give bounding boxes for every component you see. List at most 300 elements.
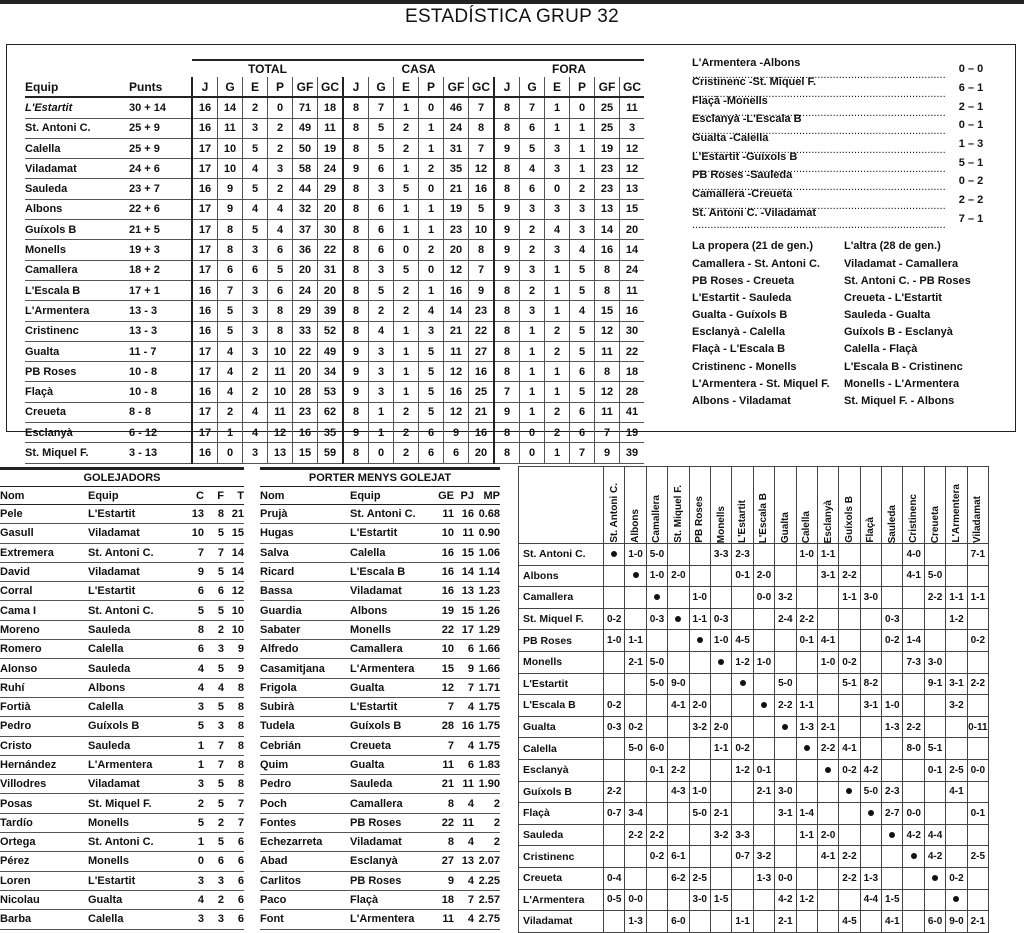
- stat-cell: 13: [268, 443, 293, 463]
- matrix-score: [668, 889, 689, 911]
- standings-row: [25, 118, 644, 138]
- cell: Paco: [260, 890, 350, 909]
- matrix-row-team: L'Escala B: [519, 695, 604, 717]
- stat-cell: 39: [620, 443, 645, 463]
- col-header: Equip: [350, 487, 432, 505]
- matrix-score: 0-1: [967, 803, 988, 825]
- cell: Barba: [0, 910, 88, 929]
- matrix-diagonal: [732, 673, 753, 695]
- stat-cell: 3: [243, 280, 268, 300]
- table-row: [0, 833, 244, 852]
- result-row: [692, 206, 997, 229]
- matrix-score: 0-2: [882, 630, 903, 652]
- stat-cell: 11: [595, 341, 620, 361]
- cell: L'Estartit: [88, 871, 184, 890]
- matrix-score: 8-2: [860, 673, 881, 695]
- matrix-column-header-row: [519, 467, 989, 544]
- stat-cell: 2: [243, 97, 268, 118]
- matrix-score: 2-1: [817, 716, 838, 738]
- matrix-col-team-label: Gualta: [779, 511, 791, 543]
- matrix-score: [882, 673, 903, 695]
- stat-cell: 0: [369, 443, 394, 463]
- matrix-score: [860, 565, 881, 587]
- cell: 7: [432, 736, 454, 755]
- matrix-score: [710, 781, 731, 803]
- matrix-score: 0-1: [796, 630, 817, 652]
- stat-cell: 4: [243, 402, 268, 422]
- stat-cell: 3: [545, 159, 570, 179]
- stat-cell: 19: [444, 199, 469, 219]
- cell: 6: [454, 755, 474, 774]
- cell: 17: [454, 620, 474, 639]
- matrix-score: [668, 803, 689, 825]
- matrix-score: [646, 630, 667, 652]
- matrix-score: [882, 846, 903, 868]
- matrix-score: 3-2: [946, 695, 967, 717]
- matrix-score: 0-5: [604, 889, 625, 911]
- matrix-score: 0-2: [732, 738, 753, 760]
- stat-cell: 16: [192, 301, 218, 321]
- table-row: [260, 562, 500, 581]
- standings-row: [25, 159, 644, 179]
- col-points-header: Punts: [125, 77, 192, 97]
- stat-cell: 31: [318, 260, 344, 280]
- matrix-score: 4-1: [668, 695, 689, 717]
- cell: Fortià: [0, 697, 88, 716]
- stat-cell: 41: [620, 402, 645, 422]
- cell: Alfredo: [260, 640, 350, 659]
- stat-cell: 5: [394, 260, 419, 280]
- group-header-1: CASA: [343, 60, 494, 77]
- stat-cell: 30: [620, 321, 645, 341]
- stat-cell: 1: [520, 362, 545, 382]
- cell: Sauleda: [88, 659, 184, 678]
- cell: 8: [204, 505, 224, 524]
- stat-cell: 7: [570, 443, 595, 463]
- col-header: P: [268, 77, 293, 97]
- matrix-score: 3-0: [924, 651, 945, 673]
- matrix-score: [946, 716, 967, 738]
- table-row: [260, 813, 500, 832]
- cell: PB Roses: [350, 813, 432, 832]
- cell: 4: [454, 794, 474, 813]
- stat-cell: 1: [394, 97, 419, 118]
- matrix-score: 3-2: [775, 587, 796, 609]
- stat-cell: 1: [520, 321, 545, 341]
- matrix-score: [775, 544, 796, 566]
- cell: 12: [432, 678, 454, 697]
- cell: 27: [432, 852, 454, 871]
- matrix-score: 1-3: [796, 716, 817, 738]
- stat-cell: 7: [218, 280, 243, 300]
- stat-cell: 4: [520, 159, 545, 179]
- cell: Monells: [88, 852, 184, 871]
- matrix-col-team: [689, 467, 710, 544]
- stat-cell: 16: [444, 382, 469, 402]
- cell: 10: [184, 524, 204, 543]
- matrix-score: [646, 889, 667, 911]
- stat-cell: 71: [293, 97, 318, 118]
- result-score: 6 – 1: [958, 82, 984, 95]
- matrix-row: [519, 565, 989, 587]
- matrix-score: 0-1: [646, 759, 667, 781]
- matrix-score: [860, 608, 881, 630]
- matrix-score: [604, 565, 625, 587]
- diagonal-dot-icon: [825, 767, 831, 773]
- result-score: 0 – 0: [958, 63, 984, 76]
- matrix-score: 6-2: [668, 867, 689, 889]
- cell: 10: [224, 620, 244, 639]
- cell: Extremera: [0, 543, 88, 562]
- matrix-score: [604, 759, 625, 781]
- matrix-score: [668, 824, 689, 846]
- scorers-caption: GOLEJADORS: [0, 469, 244, 487]
- stat-cell: 12: [620, 159, 645, 179]
- matrix-row-team: L'Armentera: [519, 889, 604, 911]
- matrix-score: 1-1: [689, 608, 710, 630]
- stat-cell: 29: [293, 301, 318, 321]
- cell: Poch: [260, 794, 350, 813]
- matrix-score: 9-0: [946, 911, 967, 933]
- col-header: G: [218, 77, 243, 97]
- cell: Camallera: [350, 640, 432, 659]
- stat-cell: 3: [268, 159, 293, 179]
- stat-cell: 1: [394, 159, 419, 179]
- stat-cell: 1: [419, 199, 444, 219]
- matrix-score: [753, 608, 774, 630]
- matrix-score: [860, 846, 881, 868]
- matrix-score: [946, 803, 967, 825]
- stat-cell: 2: [545, 423, 570, 443]
- stat-cell: 1: [419, 280, 444, 300]
- cell: 6: [454, 640, 474, 659]
- stat-cell: 0: [394, 240, 419, 260]
- cell: Gasull: [0, 524, 88, 543]
- cell: Hugas: [260, 524, 350, 543]
- cell: 5: [204, 775, 224, 794]
- cell: Creueta: [350, 736, 432, 755]
- matrix-row-team: Guíxols B: [519, 781, 604, 803]
- diagonal-dot-icon: [675, 616, 681, 622]
- matrix-score: [604, 911, 625, 933]
- team-name: Flaçà: [25, 382, 125, 402]
- stat-cell: 6: [520, 179, 545, 199]
- fixture-item: Monells - L'Armentera: [844, 377, 960, 390]
- stat-cell: 14: [444, 301, 469, 321]
- matrix-score: [903, 587, 924, 609]
- matrix-score: 4-5: [839, 911, 860, 933]
- stat-cell: 2: [268, 138, 293, 158]
- matrix-score: [924, 716, 945, 738]
- stat-cell: 9: [494, 199, 520, 219]
- result-match: Flaçà -Monells .....: [692, 95, 945, 119]
- matrix-score: 1-2: [732, 651, 753, 673]
- stat-cell: 7: [469, 138, 495, 158]
- matrix-diagonal: [689, 630, 710, 652]
- cell: Abad: [260, 852, 350, 871]
- stat-cell: 59: [318, 443, 344, 463]
- team-name: Camallera: [25, 260, 125, 280]
- stat-cell: 2: [394, 280, 419, 300]
- matrix-score: 0-2: [625, 716, 646, 738]
- matrix-diagonal: [903, 846, 924, 868]
- cell: 6: [184, 582, 204, 601]
- cell: 10: [224, 601, 244, 620]
- matrix-score: 2-3: [732, 544, 753, 566]
- stat-cell: 6: [369, 220, 394, 240]
- cell: Viladamat: [88, 562, 184, 581]
- stat-cell: 35: [444, 159, 469, 179]
- cell: 3: [204, 871, 224, 890]
- cell: 6: [224, 833, 244, 852]
- fixture-item: Gualta - Guíxols B: [692, 309, 788, 322]
- cell: Pele: [0, 505, 88, 524]
- stat-cell: 9: [444, 423, 469, 443]
- matrix-score: 2-0: [710, 716, 731, 738]
- matrix-score: 0-2: [839, 651, 860, 673]
- cell: David: [0, 562, 88, 581]
- stat-cell: 17: [192, 341, 218, 361]
- matrix-score: 1-1: [625, 630, 646, 652]
- matrix-score: [689, 651, 710, 673]
- stat-cell: 6: [243, 260, 268, 280]
- stat-cell: 0: [419, 179, 444, 199]
- stat-cell: 39: [318, 301, 344, 321]
- matrix-score: [668, 738, 689, 760]
- cell: Flaçà: [350, 890, 432, 909]
- keepers-panel: [260, 467, 500, 930]
- after-heading: L'altra (28 de gen.): [844, 240, 941, 252]
- matrix-score: 2-0: [753, 565, 774, 587]
- stat-cell: 1: [545, 97, 570, 118]
- table-row: [260, 582, 500, 601]
- matrix-score: [625, 587, 646, 609]
- cell: 2: [184, 794, 204, 813]
- stat-cell: 16: [192, 382, 218, 402]
- matrix-score: [668, 651, 689, 673]
- matrix-score: [604, 651, 625, 673]
- team-points: 18 + 2: [125, 260, 192, 280]
- matrix-diagonal: [796, 738, 817, 760]
- cell: Guardia: [260, 601, 350, 620]
- result-score: 2 – 1: [958, 100, 984, 113]
- cell: 3: [204, 640, 224, 659]
- stat-cell: 21: [444, 179, 469, 199]
- matrix-score: [860, 911, 881, 933]
- standings-row: [25, 382, 644, 402]
- stat-cell: 2: [394, 423, 419, 443]
- diagonal-dot-icon: [868, 810, 874, 816]
- diagonal-dot-icon: [911, 853, 917, 859]
- stat-cell: 10: [268, 341, 293, 361]
- matrix-score: [710, 673, 731, 695]
- matrix-score: [732, 716, 753, 738]
- stat-cell: 9: [343, 423, 369, 443]
- stat-cell: 4: [218, 362, 243, 382]
- cell: Tardío: [0, 813, 88, 832]
- cell: 11: [454, 813, 474, 832]
- matrix-score: [775, 824, 796, 846]
- matrix-score: [946, 651, 967, 673]
- stat-cell: 3: [369, 341, 394, 361]
- stat-cell: 20: [469, 443, 495, 463]
- matrix-score: 3-4: [625, 803, 646, 825]
- stat-cell: 16: [469, 179, 495, 199]
- stat-cell: 20: [318, 280, 344, 300]
- stat-cell: 32: [293, 199, 318, 219]
- matrix-score: 0-3: [710, 608, 731, 630]
- matrix-score: [796, 587, 817, 609]
- stat-cell: 11: [620, 97, 645, 118]
- matrix-diagonal: [860, 803, 881, 825]
- matrix-score: 0-0: [775, 867, 796, 889]
- cell: 11: [432, 910, 454, 929]
- matrix-row-team: Sauleda: [519, 824, 604, 846]
- stat-cell: 12: [268, 423, 293, 443]
- stat-cell: 14: [595, 220, 620, 240]
- stat-cell: 17: [192, 159, 218, 179]
- cell: 2: [204, 890, 224, 909]
- stat-cell: 10: [218, 138, 243, 158]
- matrix-col-team: [732, 467, 753, 544]
- stat-cell: 10: [469, 220, 495, 240]
- team-name: L'Escala B: [25, 280, 125, 300]
- cell: 9: [454, 659, 474, 678]
- matrix-score: 1-3: [625, 911, 646, 933]
- stat-cell: 9: [494, 260, 520, 280]
- stat-cell: 8: [218, 240, 243, 260]
- matrix-score: [625, 608, 646, 630]
- matrix-score: [882, 565, 903, 587]
- cell: L'Estartit: [350, 697, 432, 716]
- matrix-row: [519, 738, 989, 760]
- stat-cell: 6: [444, 443, 469, 463]
- stat-cell: 8: [494, 362, 520, 382]
- matrix-score: 2-1: [753, 781, 774, 803]
- stat-cell: 1: [369, 423, 394, 443]
- matrix-score: [967, 867, 988, 889]
- col-header: F: [204, 487, 224, 505]
- matrix-row: [519, 824, 989, 846]
- stat-cell: 17: [192, 220, 218, 240]
- matrix-col-team-label: Sauleda: [886, 504, 898, 543]
- cell: Guíxols B: [88, 717, 184, 736]
- fixture-item: PB Roses - Creueta: [692, 275, 795, 288]
- cell: 18: [432, 890, 454, 909]
- stat-cell: 23: [469, 301, 495, 321]
- matrix-score: [732, 867, 753, 889]
- stat-cell: 4: [243, 423, 268, 443]
- cell: 1.75: [474, 736, 500, 755]
- cell: 1.66: [474, 640, 500, 659]
- table-row: [0, 852, 244, 871]
- matrix-diagonal: [817, 759, 838, 781]
- table-row: [0, 775, 244, 794]
- matrix-score: 1-3: [753, 867, 774, 889]
- result-match: Cristinenc -St. Miquel F. .....: [692, 76, 945, 100]
- cell: 7: [204, 736, 224, 755]
- matrix-row-team: St. Miquel F.: [519, 608, 604, 630]
- table-row: [0, 755, 244, 774]
- fixture-item: Albons - Viladamat: [692, 394, 791, 407]
- stat-cell: 49: [293, 118, 318, 138]
- stat-cell: 16: [192, 443, 218, 463]
- table-row: [260, 524, 500, 543]
- col-header: E: [545, 77, 570, 97]
- standings-row: [25, 301, 644, 321]
- stat-cell: 9: [494, 220, 520, 240]
- stat-cell: 6: [570, 402, 595, 422]
- matrix-score: [860, 824, 881, 846]
- cell: Albons: [350, 601, 432, 620]
- fixture-item: Guíxols B - Esclanyà: [844, 326, 953, 339]
- cell: Gualta: [88, 890, 184, 909]
- cell: 9: [432, 871, 454, 890]
- fixture-item: Cristinenc - Monells: [692, 360, 797, 373]
- matrix-diagonal: [668, 608, 689, 630]
- cell: Subirà: [260, 697, 350, 716]
- stat-cell: 1: [520, 402, 545, 422]
- group-header-0: TOTAL: [192, 60, 343, 77]
- stat-cell: 6: [369, 199, 394, 219]
- matrix-score: 4-1: [817, 846, 838, 868]
- cell: 11: [454, 524, 474, 543]
- stat-cell: 1: [545, 362, 570, 382]
- matrix-score: 8-0: [903, 738, 924, 760]
- matrix-score: 1-0: [646, 565, 667, 587]
- table-row: [0, 582, 244, 601]
- stat-cell: 5: [419, 402, 444, 422]
- matrix-score: 4-1: [882, 911, 903, 933]
- matrix-col-team-label: Viladamat: [972, 495, 984, 543]
- cell: Carlitos: [260, 871, 350, 890]
- diagonal-dot-icon: [633, 572, 639, 578]
- matrix-row: [519, 587, 989, 609]
- matrix-row: [519, 846, 989, 868]
- cell: Echezarreta: [260, 833, 350, 852]
- stat-cell: 16: [444, 280, 469, 300]
- stat-cell: 2: [268, 179, 293, 199]
- matrix-score: 4-1: [946, 781, 967, 803]
- cell: 4: [184, 890, 204, 909]
- matrix-score: 4-2: [924, 846, 945, 868]
- matrix-score: 0-7: [732, 846, 753, 868]
- col-header: G: [369, 77, 394, 97]
- stat-cell: 0: [545, 179, 570, 199]
- cell: Viladamat: [350, 582, 432, 601]
- table-row: [260, 910, 500, 929]
- cell: 3: [184, 910, 204, 929]
- matrix-score: [946, 565, 967, 587]
- matrix-score: 6-0: [668, 911, 689, 933]
- cell: Viladamat: [88, 524, 184, 543]
- cell: Hernández: [0, 755, 88, 774]
- matrix-score: 3-1: [817, 565, 838, 587]
- stat-cell: 11: [620, 280, 645, 300]
- cell: L'Armentera: [88, 755, 184, 774]
- matrix-score: [817, 867, 838, 889]
- matrix-score: 0-0: [625, 889, 646, 911]
- stat-cell: 24: [318, 159, 344, 179]
- stat-cell: 7: [369, 97, 394, 118]
- matrix-score: 2-2: [839, 846, 860, 868]
- matrix-score: 0-11: [967, 716, 988, 738]
- diagonal-dot-icon: [761, 702, 767, 708]
- cell: 28: [432, 717, 454, 736]
- stat-cell: 5: [243, 138, 268, 158]
- cell: 21: [224, 505, 244, 524]
- diagonal-dot-icon: [718, 659, 724, 665]
